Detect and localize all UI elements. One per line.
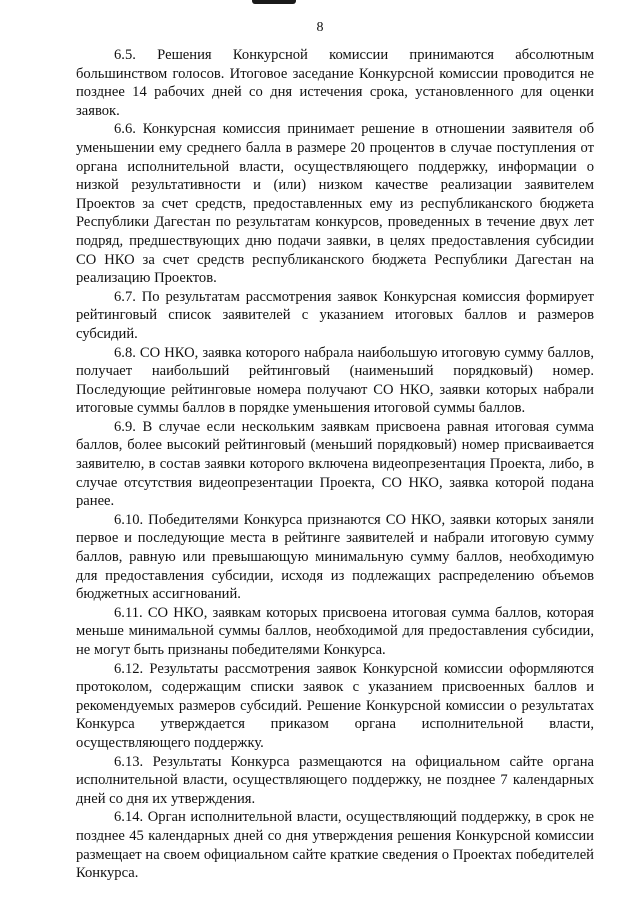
paragraph-6-6: 6.6. Конкурсная комиссия принимает решение в отношении заявителя об уменьшении ему среднего балла в размере 20 процентов в случае поступления от органа исполнительной власти, осуществляющего поддержку, информации о низкой результативности и (или) низком качестве реализации заявителем Проектов за счет средств, предоставленных ему из республиканского бюджета Республики Дагестан по результатам конкурсов, проведенных в течение двух лет подряд, предшествующих дню подачи заявки, в целях предоставления субсидии СО НКО за счет средств республиканского бюджета Республики Дагестан на реализацию Проектов.	[76, 121, 594, 287]
paragraph-6-8: 6.8. СО НКО, заявка которого набрала наибольшую итоговую сумму баллов, получает наибольший рейтинговый (наименьший порядковый) номер. Последующие рейтинговые номера получают СО НКО, заявки которых набрали итоговые суммы баллов в порядке уменьшения итоговой суммы баллов.	[76, 344, 594, 417]
scan-edge-mark	[252, 0, 296, 4]
paragraph-6-7: 6.7. По результатам рассмотрения заявок Конкурсная комиссия формирует рейтинговый список заявителей с указанием итоговых баллов и размеров субсидий.	[76, 288, 594, 342]
document-body	[76, 46, 594, 883]
page-number: 8	[316, 20, 324, 35]
paragraph-6-14: 6.14. Орган исполнительной власти, осуществляющий поддержку, в срок не позднее 45 календарных дней со дня утверждения решения Конкурсной комиссии размещает на своем официальном сайте краткие сведения о Проектах победителей Конкурса.	[76, 809, 594, 882]
paragraph-6-5: 6.5. Решения Конкурсной комиссии принимаются абсолютным большинством голосов. Итоговое заседание Конкурсной комиссии проводится не позднее 14 рабочих дней со дня истечения срока, установленного для оценки заявок.	[76, 47, 594, 119]
paragraph-6-12: 6.12. Результаты рассмотрения заявок Конкурсной комиссии оформляются протоколом, содержащим списки заявок с указанием присвоенных баллов и рекомендуемых размеров субсидий. Решение Конкурсной комиссии о результатах Конкурса утверждается приказом органа исполнительной власти, осуществляющего поддержку.	[76, 660, 594, 751]
paragraph-6-10: 6.10. Победителями Конкурса признаются СО НКО, заявки которых заняли первое и последующие места в рейтинге заявителей и набрали итоговую сумму баллов, равную или превышающую минимальную сумму баллов, необходимую для предоставления субсидии, исходя из подлежащих распределению объемов бюджетных ассигнований.	[76, 511, 594, 603]
paragraph-6-9: 6.9. В случае если нескольким заявкам присвоена равная итоговая сумма баллов, более высокий рейтинговый (меньший порядковый) номер присваивается заявителю, в состав заявки которого включена видеопрезентация Проекта, либо, в случае отсутствия видеопрезентации Проекта, СО НКО, заявка которой подана ранее.	[76, 418, 594, 510]
paragraph-6-13: 6.13. Результаты Конкурса размещаются на официальном сайте органа исполнительной власти, осуществляющего поддержку, не позднее 7 календарных дней со дня их утверждения.	[76, 753, 594, 807]
paragraph-6-11: 6.11. СО НКО, заявкам которых присвоена итоговая сумма баллов, которая меньше минимальной суммы баллов, необходимой для предоставления субсидии, не могут быть признаны победителями Конкурса.	[76, 604, 594, 658]
